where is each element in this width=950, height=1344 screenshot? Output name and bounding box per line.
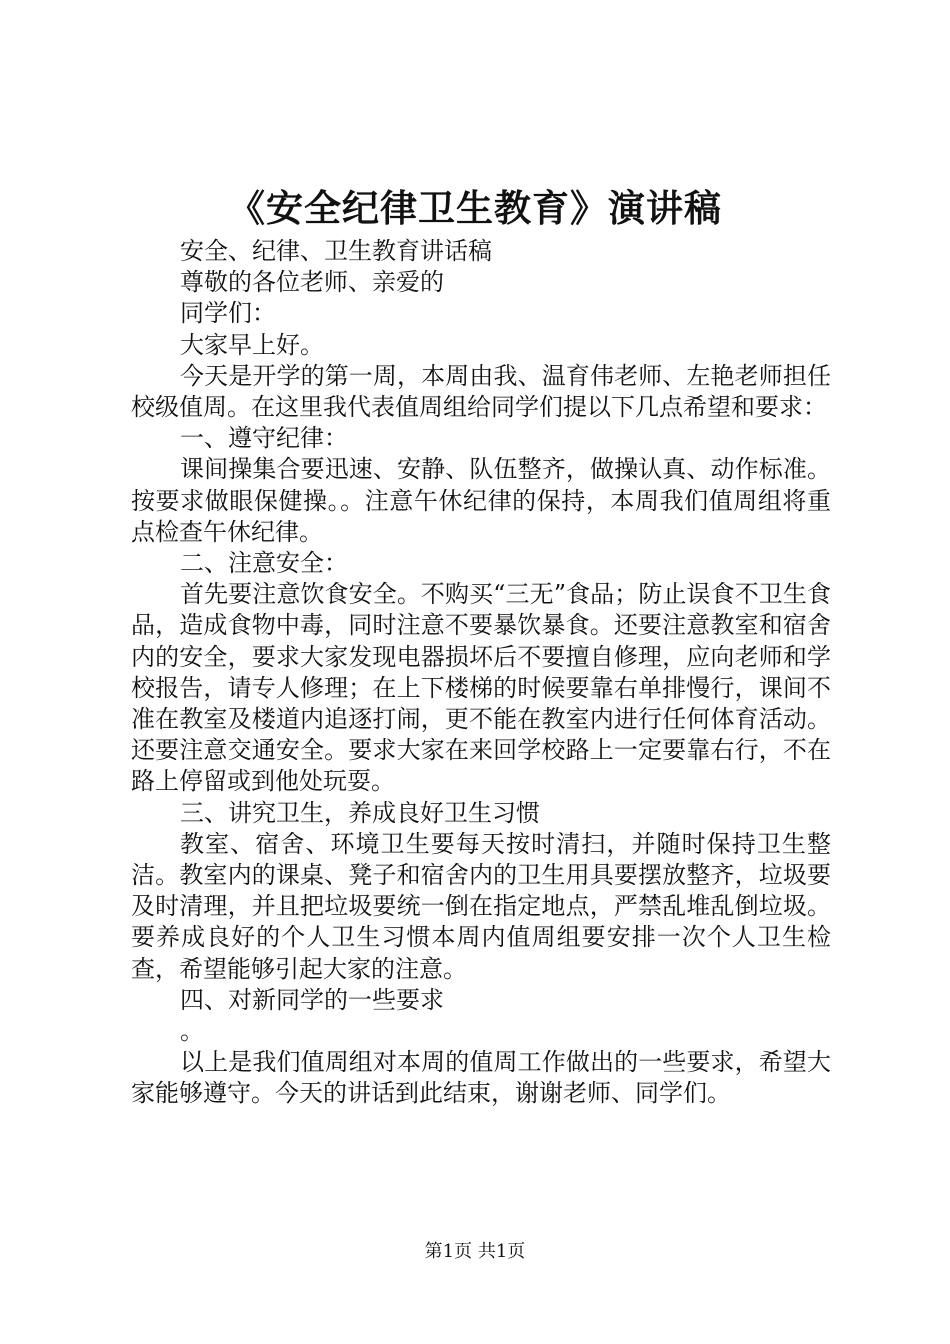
paragraph: 以上是我们值周组对本周的值周工作做出的一些要求，希望大家能够遵守。今天的讲话到此结束，谢谢老师、同学们。 bbox=[131, 1048, 831, 1108]
paragraph: 安全、纪律、卫生教育讲话稿 bbox=[180, 237, 492, 265]
section-heading: 三、讲究卫生，养成良好卫生习惯 bbox=[180, 798, 540, 827]
document-body bbox=[131, 236, 831, 1110]
paragraph: 今天是开学的第一周，本周由我、温育伟老师、左艳老师担任校级值周。在这里我代表值周组给同学们提以下几点希望和要求： bbox=[131, 361, 831, 422]
page-number-footer: 第1页 共1页 bbox=[424, 1241, 526, 1262]
section-heading: 一、遵守纪律： bbox=[180, 424, 348, 453]
section-heading: 二、注意安全： bbox=[180, 549, 348, 578]
document-title: 《安全纪律卫生教育》演讲稿 bbox=[228, 186, 722, 230]
paragraph: 同学们： bbox=[180, 299, 276, 328]
paragraph: 首先要注意饮食安全。不购买“三无”食品；防止误食不卫生食品，造成食物中毒，同时注意不要暴饮暴食。还要注意教室和宿舍内的安全，要求大家发现电器损坏后不要擅自修理，应向老师和学校报告，请专人修理；在上下楼梯的时候要靠右单排慢行，课间不准在教室及楼道内追逐打闹，更不能在教室内进行任何体育活动。还要注意交通安全。要求大家在来回学校路上一定要靠右行，不在路上停留或到他处玩耍。 bbox=[131, 580, 831, 796]
paragraph: 教室、宿舍、环境卫生要每天按时清扫，并随时保持卫生整洁。教室内的课桌、凳子和宿舍内的卫生用具要摆放整齐，垃圾要及时清理，并且把垃圾要统一倒在指定地点，严禁乱堆乱倒垃圾。要养成良好的个人卫生习惯本周内值周组要安排一次个人卫生检查，希望能够引起大家的注意。 bbox=[131, 829, 831, 983]
paragraph: 尊敬的各位老师、亲爱的 bbox=[180, 268, 444, 297]
section-heading: 四、对新同学的一些要求 bbox=[180, 985, 444, 1014]
paragraph: 大家早上好。 bbox=[180, 330, 324, 359]
paragraph: 。 bbox=[180, 1017, 204, 1046]
paragraph: 课间操集合要迅速、安静、队伍整齐，做操认真、动作标准。按要求做眼保健操。。注意午休纪律的保持，本周我们值周组将重点检查午休纪律。 bbox=[131, 455, 831, 546]
